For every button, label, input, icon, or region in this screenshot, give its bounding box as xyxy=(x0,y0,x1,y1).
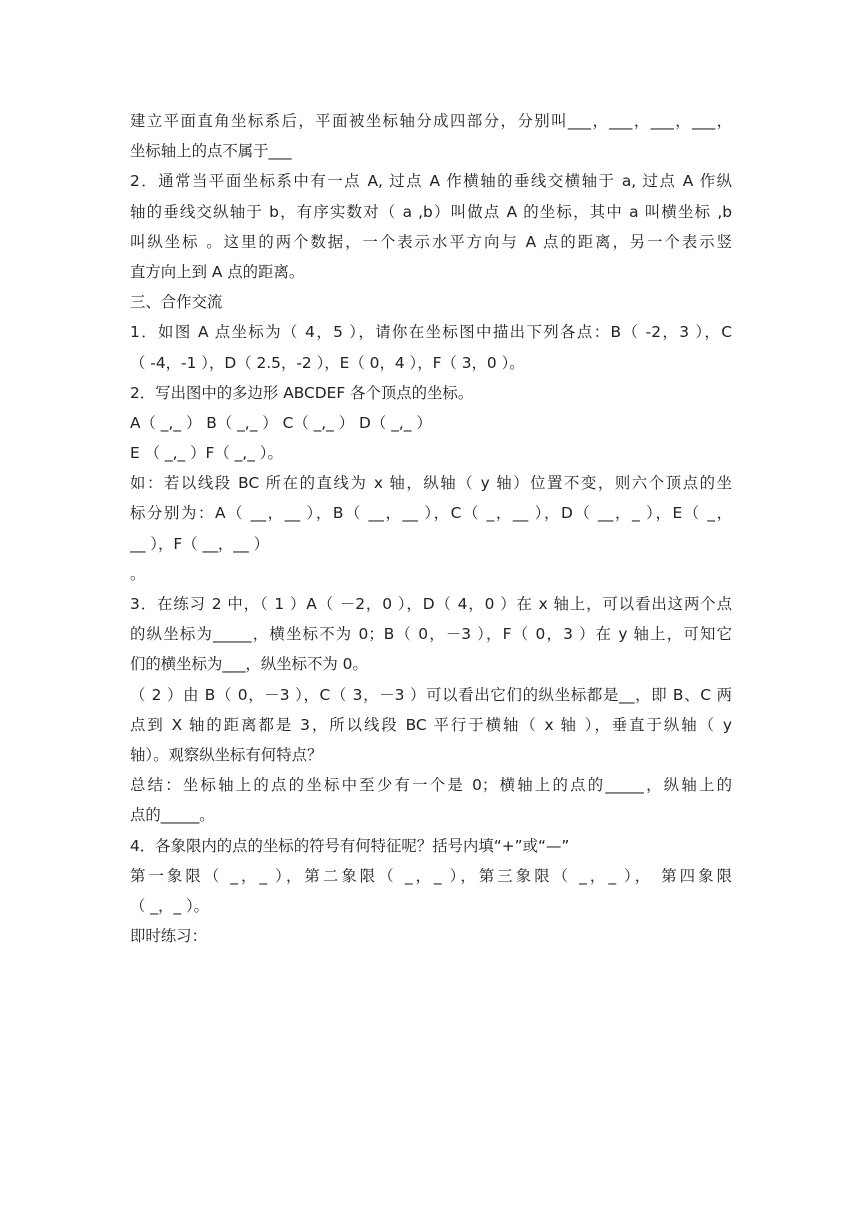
text-line: A（ _,_ ） B（ _,_ ） C（ _,_ ） D（ _,_ ） xyxy=(130,413,432,432)
text-line: 轴的垂线交纵轴于 b，有序实数对（ a ,b）叫做点 A 的坐标，其中 a 叫横坐标 ,b xyxy=(130,202,732,221)
text-line: 点到 X 轴的距离都是 3，所以线段 BC 平行于横轴（ x 轴 ），垂直于纵轴（ y xyxy=(130,715,732,734)
text-line: 建立平面直角坐标系后，平面被坐标轴分成四部分，分别叫___，___，___，___， xyxy=(130,112,732,130)
text-line: 3．在练习 2 中，（ 1 ）A（ －2，0 ），D（ 4，0 ）在 x 轴上，可以看出这两个点 xyxy=(130,595,732,613)
text-line: 即时练习： xyxy=(130,927,207,946)
text-line: （ 2 ）由 B（ 0，－3 ），C（ 3，－3 ）可以看出它们的纵坐标都是__，即 B、C 两 xyxy=(130,685,732,704)
text-line: E （ _,_ ）F（ _,_ ）。 xyxy=(130,444,283,463)
text-line: __ ），F（ __，__ ） xyxy=(130,534,269,553)
text-line: （ _，_ ）。 xyxy=(130,896,210,915)
text-line: 如：若以线段 BC 所在的直线为 x 轴，纵轴（ y 轴）位置不变，则六个顶点的坐 xyxy=(130,474,732,493)
text-line: 2．写出图中的多边形 ABCDEF 各个顶点的坐标。 xyxy=(130,383,474,402)
text-line: 们的横坐标为___，纵坐标不为 0。 xyxy=(130,655,368,674)
text-line: 4．各象限内的点的坐标的符号有何特征呢？括号内填“+”或“—” xyxy=(130,836,570,855)
text-line: 1．如图 A 点坐标为（ 4，5 ），请你在坐标图中描出下列各点：B（ -2，3 ），C xyxy=(130,323,732,342)
document-body xyxy=(130,106,732,951)
text-line: 第一象限（ _，_ ），第二象限（ _，_ ），第三象限（ _，_ ）， 第四象限 xyxy=(130,866,732,885)
text-line: 叫纵坐标 。这里的两个数据，一个表示水平方向与 A 点的距离，另一个表示竖 xyxy=(130,232,732,251)
text-line: （ -4，-1 ），D（ 2.5，-2 ），E（ 0，4 ），F（ 3，0 ）。 xyxy=(130,353,525,372)
text-line: 的纵坐标为_____，横坐标不为 0；B（ 0，－3 ），F（ 0，3 ）在 y 轴上，可知它 xyxy=(130,625,732,644)
text-line: 点的_____。 xyxy=(130,806,215,825)
text-line: 坐标轴上的点不属于___ xyxy=(130,142,292,161)
text-line: 总结：坐标轴上的点的坐标中至少有一个是 0；横轴上的点的_____，纵轴上的 xyxy=(130,776,732,795)
text-line: 直方向上到 A 点的距离。 xyxy=(130,262,305,281)
text-line: 标分别为：A（ __，__ ），B（ __，__ ），C（ _，__ ），D（ __，_ ），E（ _， xyxy=(130,504,732,523)
text-line: 。 xyxy=(130,564,146,583)
text-line: 三、合作交流 xyxy=(130,293,223,312)
text-line: 2．通常当平面坐标系中有一点 A, 过点 A 作横轴的垂线交横轴于 a, 过点 A 作纵 xyxy=(130,172,732,191)
text-line: 轴）。观察纵坐标有何特点？ xyxy=(130,745,323,764)
